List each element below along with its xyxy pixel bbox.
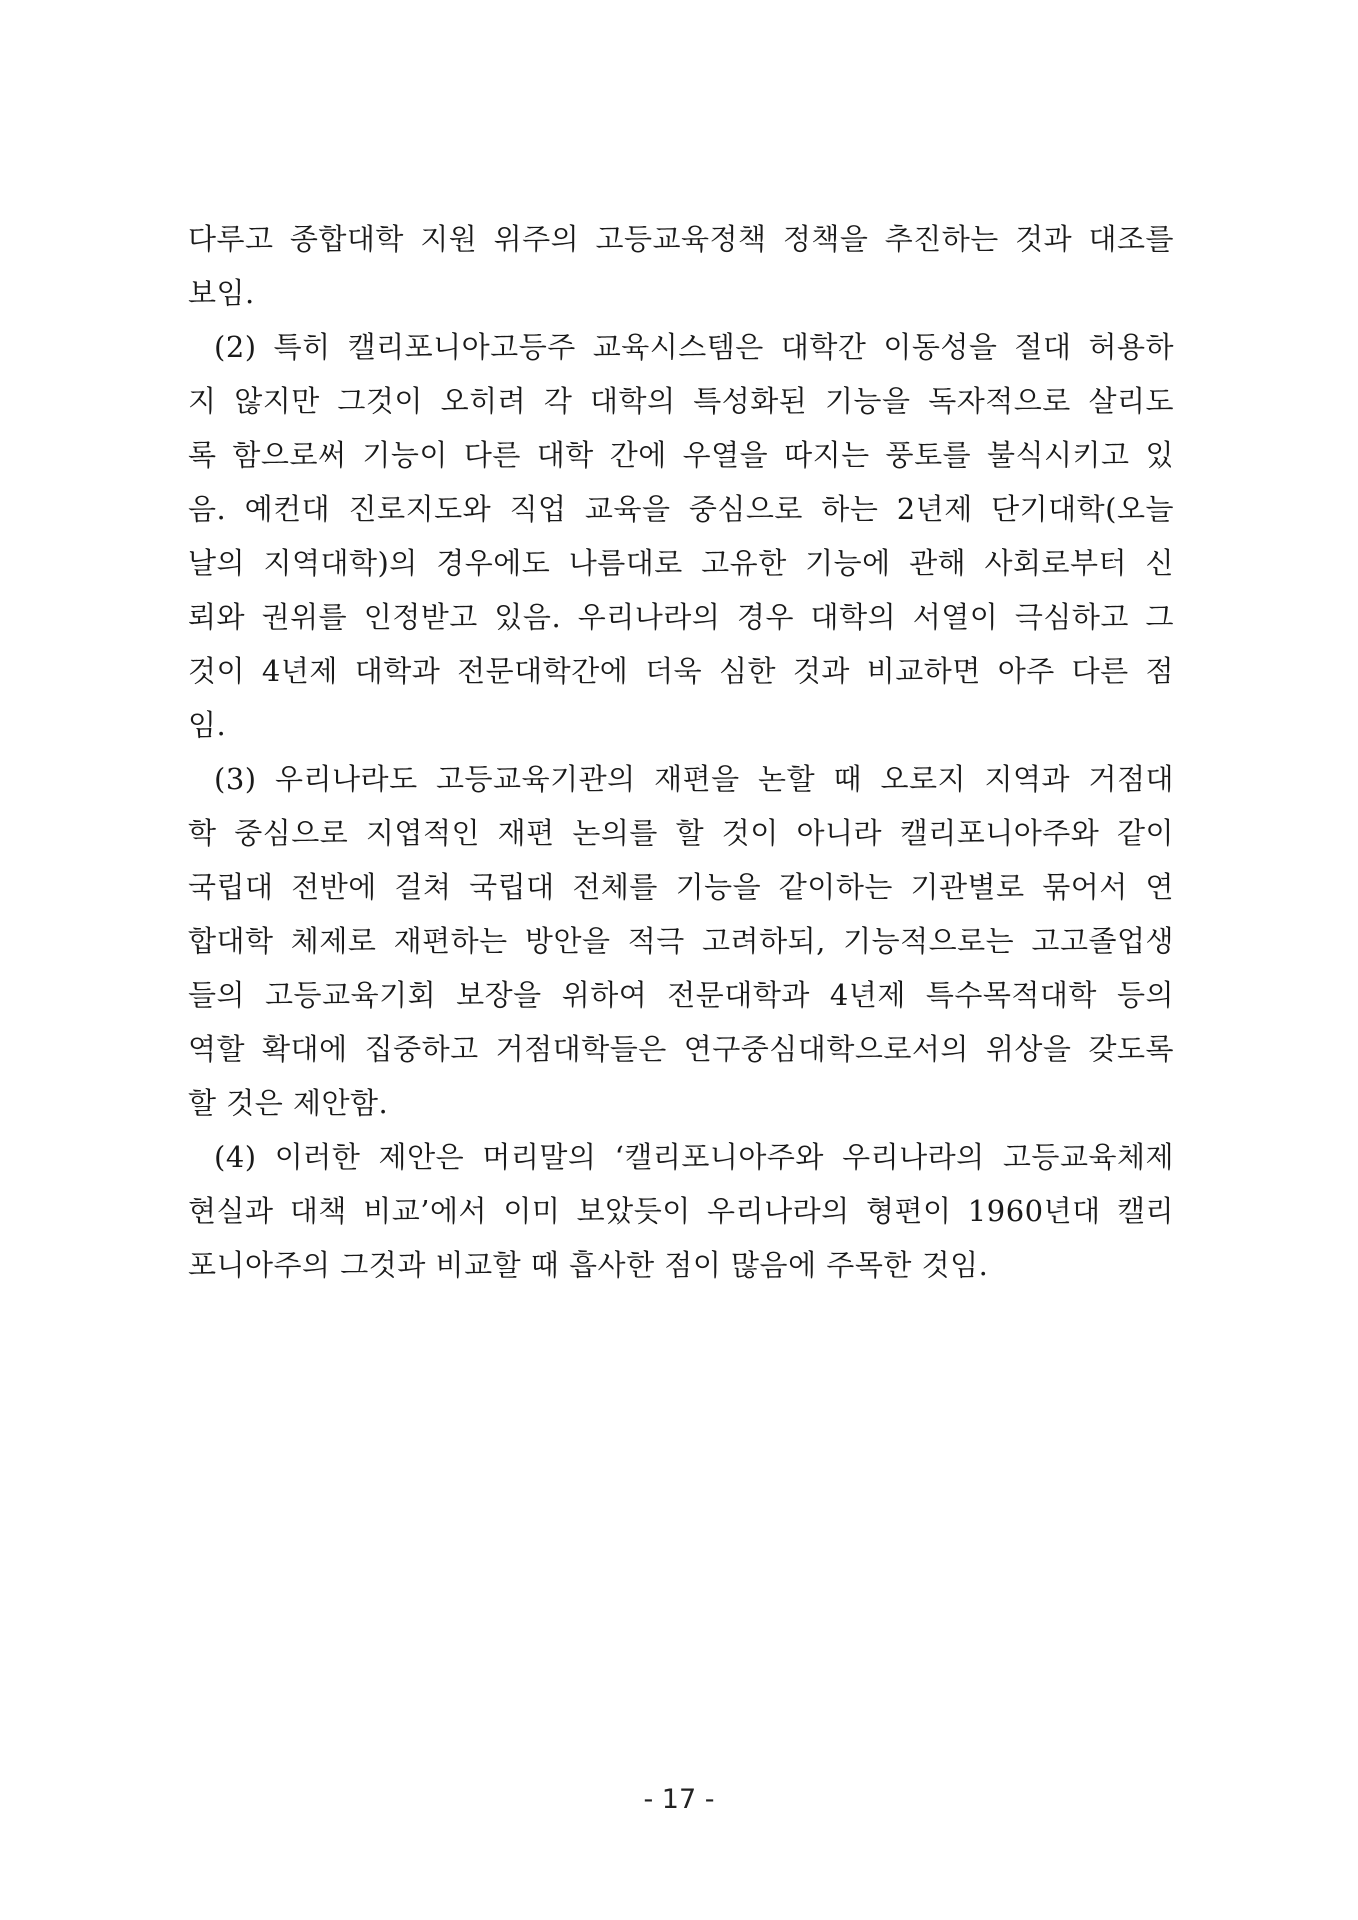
page-number: - 17 -	[643, 1784, 715, 1815]
text-line: 음. 예컨대 진로지도와 직업 교육을 중심으로 하는 2년제 단기대학(오늘	[188, 492, 1174, 526]
text-line: 할 것은 제안함.	[188, 1086, 389, 1120]
text-line: 임.	[188, 708, 227, 742]
text-line: (3) 우리나라도 고등교육기관의 재편을 논할 때 오로지 지역과 거점대	[214, 762, 1174, 796]
text-line: 지 않지만 그것이 오히려 각 대학의 특성화된 기능을 독자적으로 살리도	[188, 384, 1174, 418]
text-line: (2) 특히 캘리포니아고등주 교육시스템은 대학간 이동성을 절대 허용하	[214, 330, 1174, 364]
text-line: 역할 확대에 집중하고 거점대학들은 연구중심대학으로서의 위상을 갖도록	[188, 1032, 1174, 1066]
document-body	[188, 212, 1174, 1292]
text-line: 록 함으로써 기능이 다른 대학 간에 우열을 따지는 풍토를 불식시키고 있	[188, 438, 1174, 472]
text-line: 날의 지역대학)의 경우에도 나름대로 고유한 기능에 관해 사회로부터 신	[188, 546, 1174, 580]
text-line: 뢰와 권위를 인정받고 있음. 우리나라의 경우 대학의 서열이 극심하고 그	[188, 600, 1174, 634]
text-line: 합대학 체제로 재편하는 방안을 적극 고려하되, 기능적으로는 고고졸업생	[188, 924, 1174, 958]
text-line: 국립대 전반에 걸쳐 국립대 전체를 기능을 같이하는 기관별로 묶어서 연	[188, 870, 1174, 904]
text-line: 현실과 대책 비교’에서 이미 보았듯이 우리나라의 형편이 1960년대 캘리	[188, 1194, 1174, 1228]
text-line: 학 중심으로 지엽적인 재편 논의를 할 것이 아니라 캘리포니아주와 같이	[188, 816, 1174, 850]
text-line: 포니아주의 그것과 비교할 때 흡사한 점이 많음에 주목한 것임.	[188, 1248, 989, 1282]
text-line: (4) 이러한 제안은 머리말의 ‘캘리포니아주와 우리나라의 고등교육체제	[214, 1140, 1174, 1174]
text-line: 것이 4년제 대학과 전문대학간에 더욱 심한 것과 비교하면 아주 다른 점	[188, 654, 1174, 688]
text-line: 다루고 종합대학 지원 위주의 고등교육정책 정책을 추진하는 것과 대조를	[188, 222, 1174, 256]
text-line: 보임.	[188, 276, 255, 310]
text-line: 들의 고등교육기회 보장을 위하여 전문대학과 4년제 특수목적대학 등의	[188, 978, 1174, 1012]
